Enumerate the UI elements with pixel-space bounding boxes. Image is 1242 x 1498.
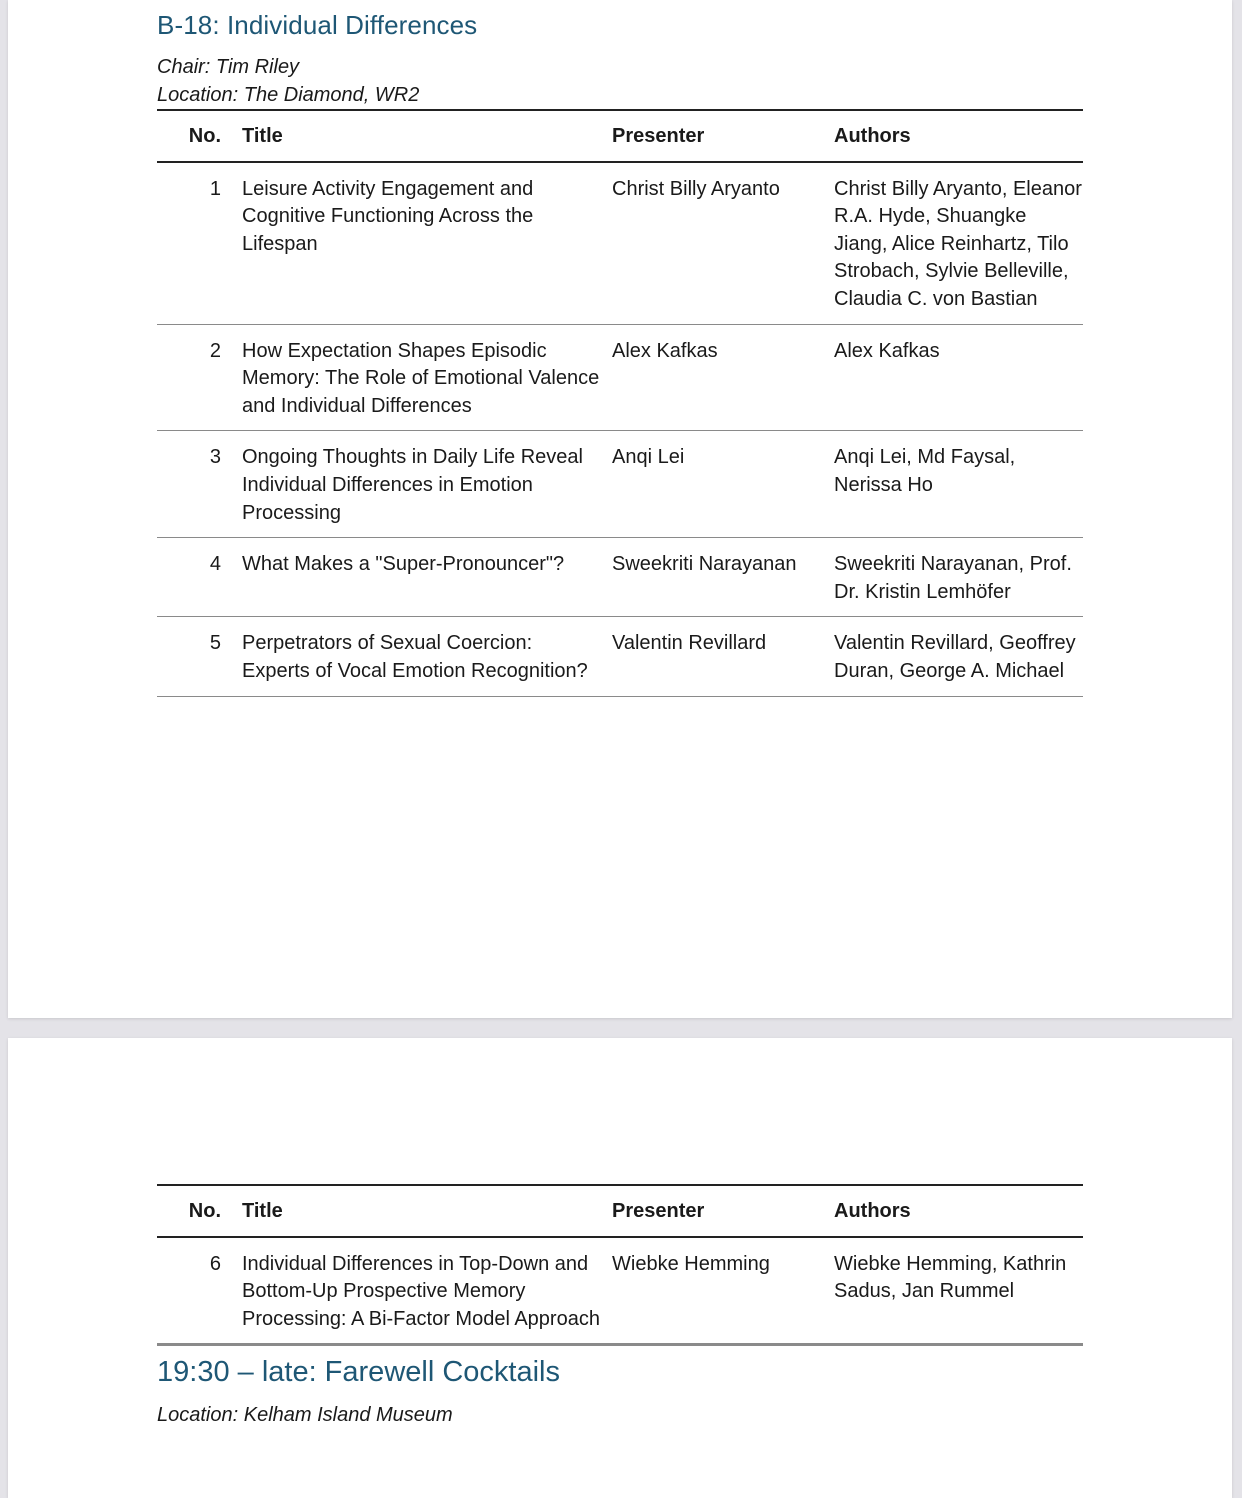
row-no: 1 [157,162,242,324]
row-authors: Sweekriti Narayanan, Prof. Dr. Kristin Lemhöfer [834,538,1083,617]
session-table [157,109,1083,697]
session-title: B-18: Individual Differences [157,10,478,40]
row-presenter: Wiebke Hemming [612,1237,834,1345]
table-header-row [157,110,1083,162]
row-no: 2 [157,324,242,431]
header-title: Title [242,110,612,162]
document-page-2 [8,1038,1232,1498]
row-authors: Alex Kafkas [834,324,1083,431]
table-header-row [157,1185,1083,1237]
event-location: Location: Kelham Island Museum [157,1404,453,1427]
table-row [157,1237,1083,1345]
header-presenter: Presenter [612,1185,834,1237]
row-presenter: Christ Billy Aryanto [612,162,834,324]
row-no: 4 [157,538,242,617]
session-continued-block [157,1184,1083,1429]
header-no: No. [157,110,242,162]
table-row [157,617,1083,696]
table-row [157,538,1083,617]
row-title: Ongoing Thoughts in Daily Life Reveal Individual Differences in Emotion Processing [242,431,612,538]
row-no: 3 [157,431,242,538]
event-title: 19:30 – late: Farewell Cocktails [157,1356,560,1389]
row-authors: Anqi Lei, Md Faysal, Nerissa Ho [834,431,1083,538]
row-authors: Christ Billy Aryanto, Eleanor R.A. Hyde, Shuangke Jiang, Alice Reinhartz, Tilo Strobach, Sylvie Belleville, Claudia C. von Bastian [834,162,1083,324]
table-row [157,431,1083,538]
row-authors: Wiebke Hemming, Kathrin Sadus, Jan Rummel [834,1237,1083,1345]
row-title: What Makes a "Super-Pronouncer"? [242,538,612,617]
row-title: How Expectation Shapes Episodic Memory: The Role of Emotional Valence and Individual Differences [242,324,612,431]
row-presenter: Valentin Revillard [612,617,834,696]
row-no: 6 [157,1237,242,1345]
table-row [157,324,1083,431]
session-table-continued [157,1184,1083,1346]
row-no: 5 [157,617,242,696]
session-chair: Chair: Tim Riley [157,56,300,78]
header-authors: Authors [834,110,1083,162]
session-location: Location: The Diamond, WR2 [157,84,420,106]
document-page-1 [8,0,1232,1018]
header-presenter: Presenter [612,110,834,162]
row-presenter: Anqi Lei [612,431,834,538]
header-title: Title [242,1185,612,1237]
table-row [157,162,1083,324]
row-title: Individual Differences in Top-Down and Bottom-Up Prospective Memory Processing: A Bi-Factor Model Approach [242,1237,612,1345]
row-presenter: Sweekriti Narayanan [612,538,834,617]
row-title: Leisure Activity Engagement and Cognitive Functioning Across the Lifespan [242,162,612,324]
header-authors: Authors [834,1185,1083,1237]
row-authors: Valentin Revillard, Geoffrey Duran, George A. Michael [834,617,1083,696]
header-no: No. [157,1185,242,1237]
session-block [157,10,1083,697]
row-title: Perpetrators of Sexual Coercion: Experts of Vocal Emotion Recognition? [242,617,612,696]
row-presenter: Alex Kafkas [612,324,834,431]
